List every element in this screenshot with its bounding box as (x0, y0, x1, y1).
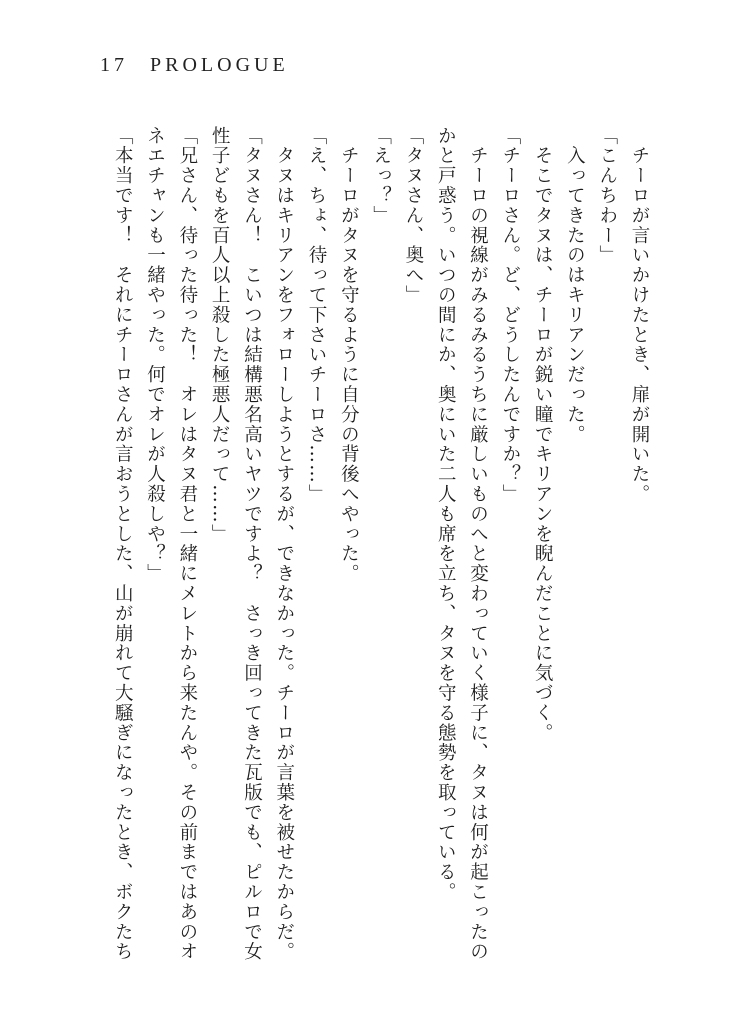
text-line: タヌはキリアンをフォローしようとするが、できなかった。チーロが言葉を被せたからだ。 (273, 126, 295, 962)
text-line: 「兄さん、待った待った！ オレはタヌ君と一緒にメレトから来たんや。その前まではあのオ (176, 126, 198, 962)
text-line: そこでタヌは、チーロが鋭い瞳でキリアンを睨んだことに気づく。 (532, 126, 554, 743)
vertical-text-body (85, 126, 655, 962)
text-line: 「タヌさん！ こいつは結構悪名高いヤツですよ？ さっき回ってきた瓦版でも、ピルロで女 (241, 126, 263, 962)
text-line: ネエチャンも一緒やった。何でオレが人殺しや？」 (144, 126, 166, 584)
text-line: 「チーロさん。ど、どうしたんですか？」 (499, 126, 521, 505)
text-line: 「本当です！ それにチーロさんが言おうとした、山が崩れて大騒ぎになったとき、ボクたち (112, 126, 134, 962)
text-line: 性子どもを百人以上殺した極悪人だって……」 (209, 126, 231, 544)
running-header (100, 50, 289, 80)
text-line: かと戸惑う。いつの間にか、奥にいた二人も席を立ち、タヌを守る態勢を取っている。 (435, 126, 457, 903)
section-title: PROLOGUE (150, 53, 289, 76)
text-line: チーロがタヌを守るように自分の背後へやった。 (338, 126, 360, 584)
text-line: チーロが言いかけたとき、扉が開いた。 (629, 126, 650, 505)
page-number: 17 (100, 53, 128, 76)
text-line: 「こんちわー」 (596, 126, 618, 266)
text-line: チーロの視線がみるみるうちに厳しいものへと変わっていく様子に、タヌは何が起こったの (467, 126, 489, 962)
text-line: 「えっ？」 (370, 126, 392, 226)
text-line: 入ってきたのはキリアンだった。 (564, 126, 586, 445)
text-line: 「タヌさん、奥へ」 (402, 126, 424, 306)
text-line: 「え、ちょ、待って下さいチーロさ……」 (306, 126, 328, 505)
